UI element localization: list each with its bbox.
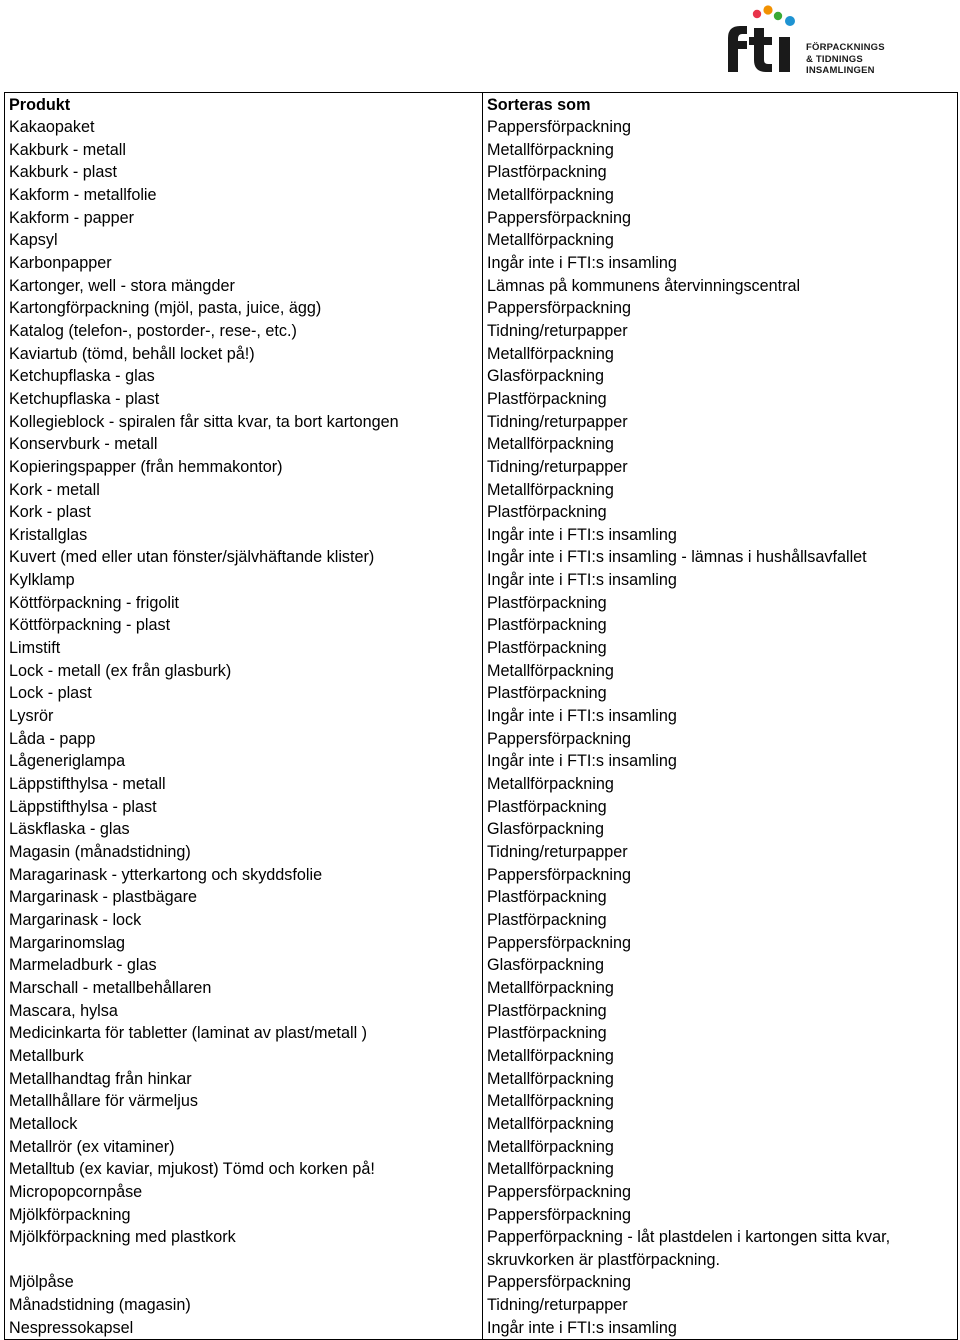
sort-category-cell: Tidning/returpapper	[483, 411, 958, 434]
product-cell: Limstift	[5, 637, 483, 660]
sort-category-cell: Plastförpackning	[483, 1022, 958, 1045]
table-row	[5, 229, 958, 252]
table-row	[5, 728, 958, 751]
sort-category-cell: Plastförpackning	[483, 161, 958, 184]
sort-category-cell: Ingår inte i FTI:s insamling - lämnas i hushållsavfallet	[483, 546, 958, 569]
sort-category-cell: Metallförpackning	[483, 1136, 958, 1159]
product-cell: Katalog (telefon-, postorder-, rese-, etc.)	[5, 320, 483, 343]
header-product: Produkt	[5, 93, 483, 117]
sort-category-cell: Tidning/returpapper	[483, 456, 958, 479]
sorting-table	[4, 92, 958, 1340]
product-cell: Lysrör	[5, 705, 483, 728]
sort-category-cell: Papperförpackning - låt plastdelen i kartongen sitta kvar, skruvkorken är plastförpackning.	[483, 1226, 958, 1271]
product-cell: Medicinkarta för tabletter (laminat av plast/metall )	[5, 1022, 483, 1045]
product-cell: Metallrör (ex vitaminer)	[5, 1136, 483, 1159]
product-cell: Lock - plast	[5, 682, 483, 705]
product-cell: Konservburk - metall	[5, 433, 483, 456]
table-row	[5, 773, 958, 796]
table-row	[5, 954, 958, 977]
sort-category-cell: Ingår inte i FTI:s insamling	[483, 750, 958, 773]
table-row	[5, 818, 958, 841]
table-row	[5, 977, 958, 1000]
product-cell: Magasin (månadstidning)	[5, 841, 483, 864]
table-row	[5, 501, 958, 524]
sort-category-cell: Ingår inte i FTI:s insamling	[483, 252, 958, 275]
table-row	[5, 1068, 958, 1091]
table-row	[5, 864, 958, 887]
table-row	[5, 343, 958, 366]
product-cell: Lock - metall (ex från glasburk)	[5, 660, 483, 683]
product-cell: Mjölkförpackning	[5, 1204, 483, 1227]
logo-dot-red	[753, 10, 761, 18]
sort-category-cell: Pappersförpackning	[483, 728, 958, 751]
sort-category-cell: Glasförpackning	[483, 365, 958, 388]
table-row	[5, 1045, 958, 1068]
product-cell: Metallock	[5, 1113, 483, 1136]
table-row	[5, 1158, 958, 1181]
product-cell: Micropopcornpåse	[5, 1181, 483, 1204]
product-cell: Marmeladburk - glas	[5, 954, 483, 977]
product-cell: Ketchupflaska - glas	[5, 365, 483, 388]
table-row	[5, 479, 958, 502]
table-row	[5, 796, 958, 819]
table-body	[5, 116, 958, 1340]
sort-category-cell: Plastförpackning	[483, 614, 958, 637]
sort-category-cell: Metallförpackning	[483, 977, 958, 1000]
product-cell: Mascara, hylsa	[5, 1000, 483, 1023]
logo-dot-blue	[785, 16, 795, 26]
product-cell: Margarinomslag	[5, 932, 483, 955]
product-cell: Metallburk	[5, 1045, 483, 1068]
table-row	[5, 637, 958, 660]
sort-category-cell: Metallförpackning	[483, 1068, 958, 1091]
table-row	[5, 932, 958, 955]
product-cell: Månadstidning (magasin)	[5, 1294, 483, 1317]
sort-category-cell: Plastförpackning	[483, 1000, 958, 1023]
logo-tagline	[806, 42, 885, 77]
product-cell: Marschall - metallbehållaren	[5, 977, 483, 1000]
table-row	[5, 886, 958, 909]
table-row	[5, 682, 958, 705]
product-cell: Kartonger, well - stora mängder	[5, 275, 483, 298]
table-row	[5, 161, 958, 184]
sort-category-cell: Ingår inte i FTI:s insamling	[483, 1317, 958, 1340]
product-cell: Ketchupflaska - plast	[5, 388, 483, 411]
sort-category-cell: Pappersförpackning	[483, 932, 958, 955]
product-cell: Kartongförpackning (mjöl, pasta, juice, ägg)	[5, 297, 483, 320]
table-row	[5, 1090, 958, 1113]
product-cell: Läskflaska - glas	[5, 818, 483, 841]
table-header-row	[5, 93, 958, 117]
product-cell: Kakaopaket	[5, 116, 483, 139]
sort-category-cell: Metallförpackning	[483, 1045, 958, 1068]
sort-category-cell: Metallförpackning	[483, 773, 958, 796]
sort-category-cell: Pappersförpackning	[483, 1204, 958, 1227]
sort-category-cell: Plastförpackning	[483, 501, 958, 524]
table-row	[5, 524, 958, 547]
sort-category-cell: Metallförpackning	[483, 479, 958, 502]
table-row	[5, 1000, 958, 1023]
logo-dot-green	[774, 12, 782, 20]
sort-category-cell: Metallförpackning	[483, 229, 958, 252]
product-cell: Mjölkförpackning med plastkork	[5, 1226, 483, 1271]
sort-category-cell: Metallförpackning	[483, 1090, 958, 1113]
logo-tagline-line1: FÖRPACKNINGS	[806, 42, 885, 53]
product-cell: Kakburk - metall	[5, 139, 483, 162]
header-sort-as: Sorteras som	[483, 93, 958, 117]
sort-category-cell: Pappersförpackning	[483, 297, 958, 320]
table-row	[5, 705, 958, 728]
sort-category-cell: Metallförpackning	[483, 433, 958, 456]
sort-category-cell: Plastförpackning	[483, 886, 958, 909]
table-row	[5, 275, 958, 298]
sort-category-cell: Pappersförpackning	[483, 1271, 958, 1294]
fti-logo-mark	[722, 4, 800, 76]
table-row	[5, 433, 958, 456]
sort-category-cell: Pappersförpackning	[483, 116, 958, 139]
sort-category-cell: Plastförpackning	[483, 592, 958, 615]
sort-category-cell: Pappersförpackning	[483, 207, 958, 230]
sort-category-cell: Lämnas på kommunens återvinningscentral	[483, 275, 958, 298]
product-cell: Läppstifthylsa - plast	[5, 796, 483, 819]
product-cell: Metallhållare för värmeljus	[5, 1090, 483, 1113]
product-cell: Margarinask - plastbägare	[5, 886, 483, 909]
table-row	[5, 1204, 958, 1227]
product-cell: Karbonpapper	[5, 252, 483, 275]
product-cell: Metalltub (ex kaviar, mjukost) Tömd och korken på!	[5, 1158, 483, 1181]
table-row	[5, 841, 958, 864]
sort-category-cell: Metallförpackning	[483, 139, 958, 162]
table-row	[5, 1181, 958, 1204]
product-cell: Lågeneriglampa	[5, 750, 483, 773]
product-cell: Kakform - metallfolie	[5, 184, 483, 207]
fti-logo	[722, 4, 902, 76]
product-cell: Kollegieblock - spiralen får sitta kvar, ta bort kartongen	[5, 411, 483, 434]
product-cell: Läppstifthylsa - metall	[5, 773, 483, 796]
sort-category-cell: Plastförpackning	[483, 682, 958, 705]
sort-category-cell: Pappersförpackning	[483, 864, 958, 887]
table-row	[5, 388, 958, 411]
table-row	[5, 1294, 958, 1317]
sort-category-cell: Metallförpackning	[483, 1113, 958, 1136]
product-cell: Kork - metall	[5, 479, 483, 502]
product-cell: Kristallglas	[5, 524, 483, 547]
table-row	[5, 139, 958, 162]
table-row	[5, 1271, 958, 1294]
product-cell: Köttförpackning - frigolit	[5, 592, 483, 615]
product-cell: Kopieringspapper (från hemmakontor)	[5, 456, 483, 479]
table-row	[5, 320, 958, 343]
sort-category-cell: Glasförpackning	[483, 954, 958, 977]
table-row	[5, 411, 958, 434]
table-row	[5, 750, 958, 773]
sort-category-cell: Ingår inte i FTI:s insamling	[483, 705, 958, 728]
logo-tagline-line3: INSAMLINGEN	[806, 65, 875, 76]
sort-category-cell: Ingår inte i FTI:s insamling	[483, 569, 958, 592]
table-row	[5, 1317, 958, 1340]
product-cell: Kakburk - plast	[5, 161, 483, 184]
product-cell: Metallhandtag från hinkar	[5, 1068, 483, 1091]
logo-dot-orange	[763, 5, 772, 14]
table-row	[5, 592, 958, 615]
table-row	[5, 1113, 958, 1136]
table-row	[5, 1136, 958, 1159]
sort-category-cell: Ingår inte i FTI:s insamling	[483, 524, 958, 547]
table-row	[5, 365, 958, 388]
sort-category-cell: Tidning/returpapper	[483, 841, 958, 864]
sort-category-cell: Tidning/returpapper	[483, 1294, 958, 1317]
table-row	[5, 909, 958, 932]
product-cell: Mjölpåse	[5, 1271, 483, 1294]
product-cell: Kuvert (med eller utan fönster/självhäftande klister)	[5, 546, 483, 569]
sort-category-cell: Metallförpackning	[483, 184, 958, 207]
sort-category-cell: Plastförpackning	[483, 637, 958, 660]
sort-category-cell: Metallförpackning	[483, 343, 958, 366]
product-cell: Margarinask - lock	[5, 909, 483, 932]
sort-category-cell: Glasförpackning	[483, 818, 958, 841]
table-row	[5, 660, 958, 683]
product-cell: Kakform - papper	[5, 207, 483, 230]
sort-category-cell: Plastförpackning	[483, 388, 958, 411]
product-cell: Kork - plast	[5, 501, 483, 524]
table-row	[5, 116, 958, 139]
sort-category-cell: Plastförpackning	[483, 909, 958, 932]
table-row	[5, 569, 958, 592]
sort-category-cell: Metallförpackning	[483, 1158, 958, 1181]
table-row	[5, 252, 958, 275]
table-row	[5, 1226, 958, 1271]
product-cell: Kaviartub (tömd, behåll locket på!)	[5, 343, 483, 366]
table-row	[5, 1022, 958, 1045]
product-cell: Nespressokapsel	[5, 1317, 483, 1340]
sort-category-cell: Tidning/returpapper	[483, 320, 958, 343]
table-row	[5, 614, 958, 637]
table-row	[5, 207, 958, 230]
table-row	[5, 297, 958, 320]
sort-category-cell: Plastförpackning	[483, 796, 958, 819]
table-row	[5, 184, 958, 207]
table-row	[5, 456, 958, 479]
product-cell: Kapsyl	[5, 229, 483, 252]
table-row	[5, 546, 958, 569]
sort-category-cell: Metallförpackning	[483, 660, 958, 683]
product-cell: Kylklamp	[5, 569, 483, 592]
product-cell: Låda - papp	[5, 728, 483, 751]
product-cell: Maragarinask - ytterkartong och skyddsfolie	[5, 864, 483, 887]
sort-category-cell: Pappersförpackning	[483, 1181, 958, 1204]
logo-tagline-line2: & TIDNINGS	[806, 53, 863, 65]
product-cell: Köttförpackning - plast	[5, 614, 483, 637]
